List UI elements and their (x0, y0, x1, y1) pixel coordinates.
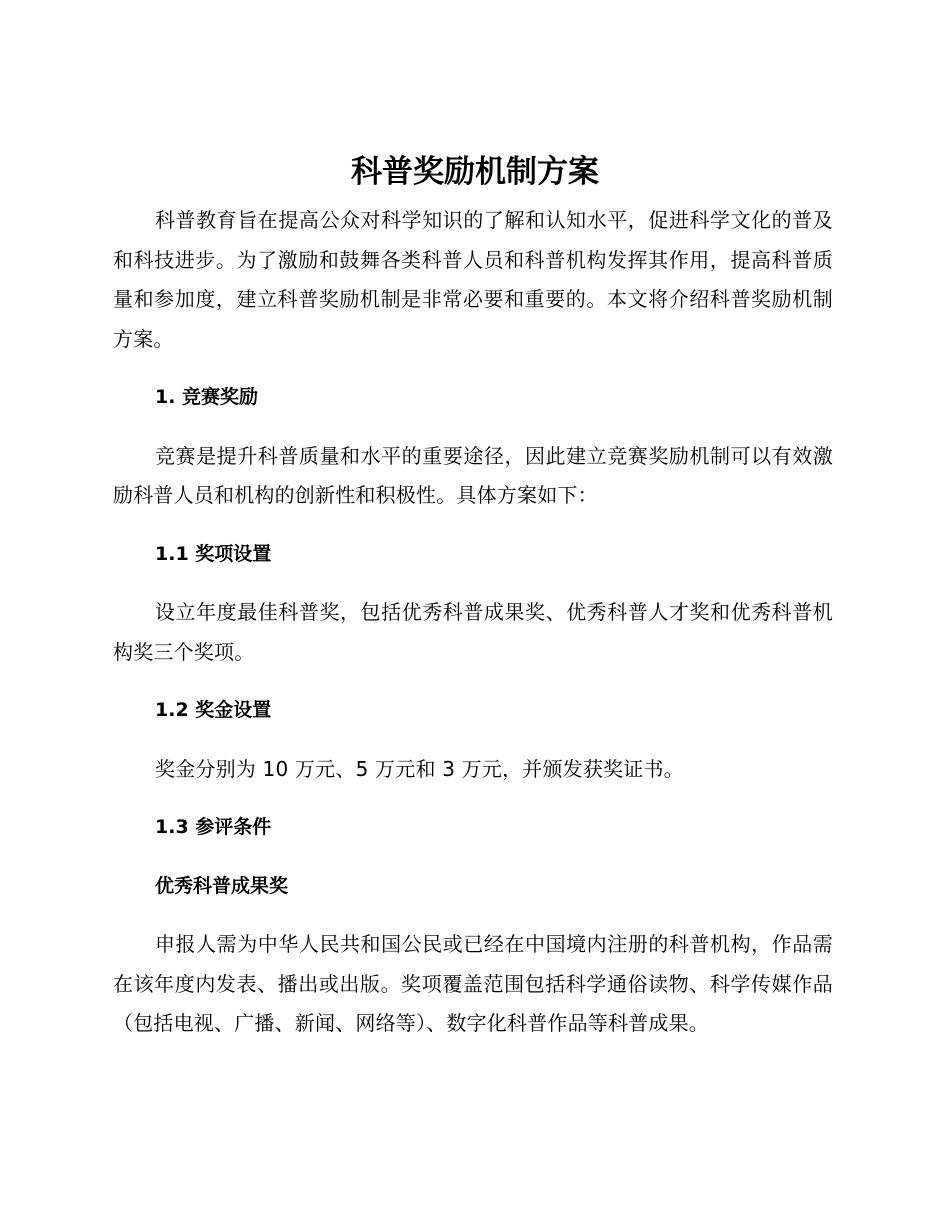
section-1-1-paragraph: 设立年度最佳科普奖，包括优秀科普成果奖、优秀科普人才奖和优秀科普机构奖三个奖项。 (113, 600, 833, 664)
document-body (113, 201, 833, 1044)
document-title: 科普奖励机制方案 (351, 154, 599, 190)
intro-paragraph: 科普教育旨在提高公众对科学知识的了解和认知水平，促进科学文化的普及和科技进步。为了激励和鼓舞各类科普人员和科普机构发挥其作用，提高科普质量和参加度，建立科普奖励机制是非常必要和重要的。本文将介绍科普奖励机制方案。 (113, 208, 833, 351)
section-1-2-paragraph: 奖金分别为 10 万元、5 万元和 3 万元，并颁发获奖证书。 (155, 756, 684, 781)
section-1-paragraph: 竞赛是提升科普质量和水平的重要途径，因此建立竞赛奖励机制可以有效激励科普人员和机构的创新性和积极性。具体方案如下： (113, 443, 833, 507)
award-1-heading: 优秀科普成果奖 (155, 874, 289, 897)
section-1-1-heading: 1.1 奖项设置 (155, 542, 272, 565)
section-1-heading: 1. 竞赛奖励 (155, 386, 259, 408)
award-1-paragraph: 申报人需为中华人民共和国公民或已经在中国境内注册的科普机构，作品需在该年度内发表、播出或出版。奖项覆盖范围包括科学通俗读物、科学传媒作品（包括电视、广播、新闻、网络等）、数字化科普作品等科普成果。 (113, 932, 833, 1035)
section-1-3-heading: 1.3 参评条件 (155, 816, 272, 838)
section-1-2-heading: 1.2 奖金设置 (155, 699, 272, 721)
